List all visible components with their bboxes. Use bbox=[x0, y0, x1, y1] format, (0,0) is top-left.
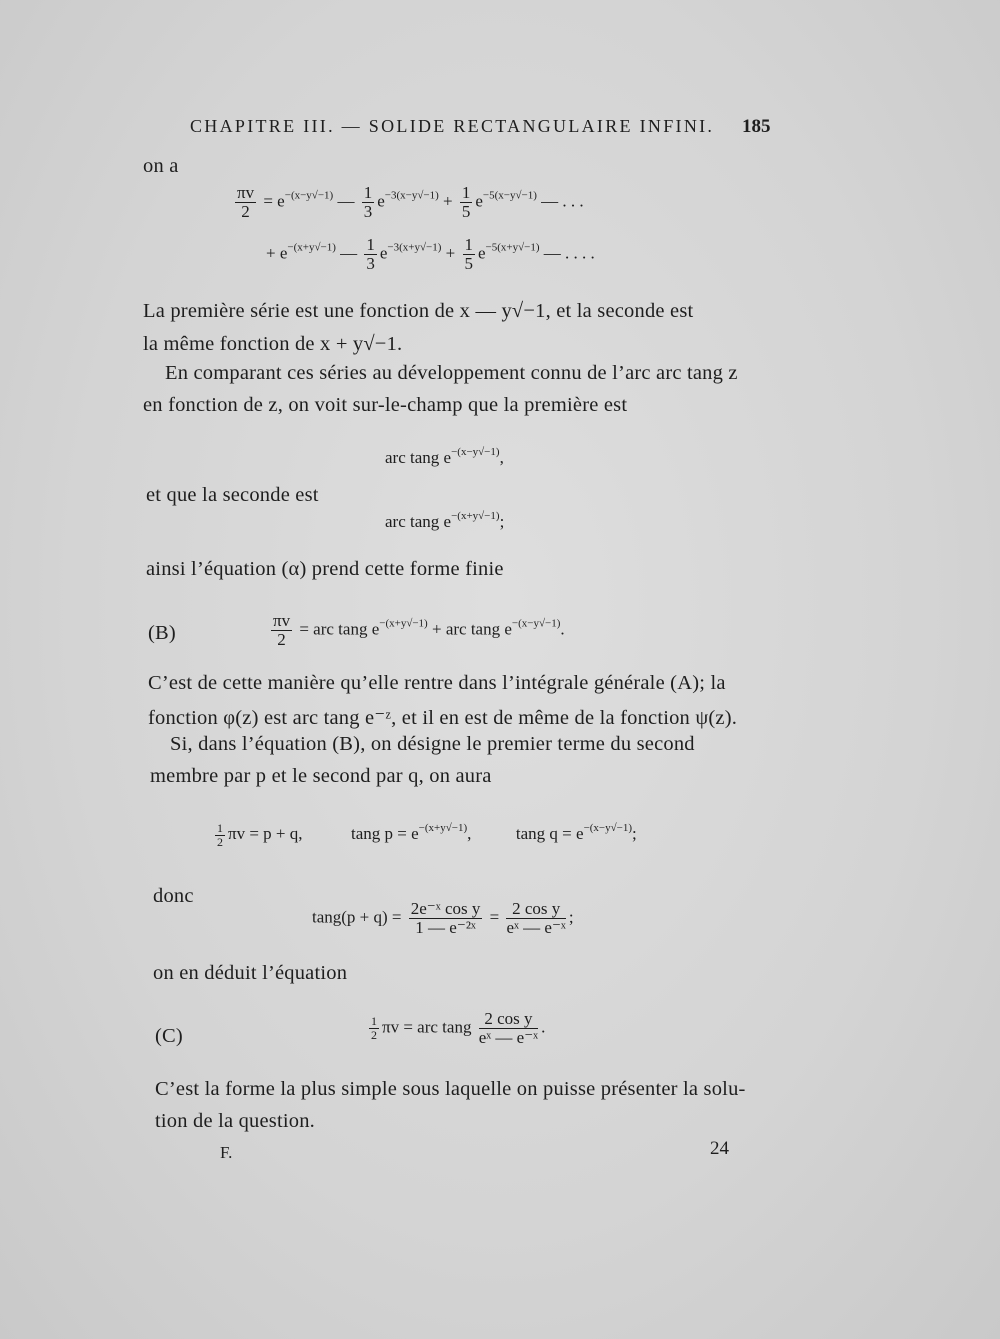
series-equation-line-2: + $e^{-(x+y√-1)}$ — $\frac{1}{3}$ $e^{-3(x+y√-1)}$ + $\frac{1}{5}$ $e^{-5(x+y√-1)}$ — . . . . bbox=[266, 235, 595, 273]
equation-p-q: $\frac{1}{2}$ πv = p + q, tang $p = e^{-(x+y√-1)}$, tang $q = e^{-(x-y√-1)}$; bbox=[217, 821, 637, 849]
text-on-en-deduit: on en déduit l’équation bbox=[153, 962, 348, 984]
arc-tang-second-series: arc tang $e^{-(x+y√-1)}$; bbox=[385, 510, 505, 531]
running-header: CHAPITRE III. — SOLIDE RECTANGULAIRE INFINI. bbox=[190, 116, 715, 136]
paragraph-1-line-2: la même fonction de x + y√−1. bbox=[143, 333, 403, 355]
paragraph-3-line-2: fonction φ(z) est arc tang e⁻ᶻ, et il en est de même de la fonction ψ(z). bbox=[148, 707, 738, 729]
text-on-a: on a bbox=[143, 155, 179, 177]
paragraph-4-line-2: membre par p et le second par q, on aura bbox=[150, 765, 492, 787]
paragraph-2-line-2: en fonction de z, on voit sur-le-champ que la première est bbox=[143, 394, 628, 416]
text-et-que: et que la seconde est bbox=[146, 484, 319, 506]
text-donc: donc bbox=[153, 885, 194, 907]
paragraph-1-line-1: La première série est une fonction de x — y√−1, et la seconde est bbox=[143, 300, 694, 322]
equation-label-b: (B) bbox=[148, 622, 176, 644]
equation-c: $\frac{1}{2}$ πv = arc tang $\frac{\text{2 cos y}}{\text{eˣ — e⁻ˣ}}$ . bbox=[371, 1009, 546, 1047]
paragraph-5-line-2: tion de la question. bbox=[155, 1110, 316, 1132]
page-number: 185 bbox=[742, 116, 771, 137]
text-ainsi: ainsi l’équation (α) prend cette forme finie bbox=[146, 558, 504, 580]
fraction-pi-v-over-2: $\frac{\pi v}{2}$ bbox=[237, 183, 255, 221]
paragraph-5-line-1: C’est la forme la plus simple sous laquelle on puisse présenter la solu- bbox=[155, 1078, 746, 1100]
paragraph-4-line-1: Si, dans l’équation (B), on désigne le premier terme du second bbox=[170, 733, 695, 755]
series-equation-line-1: $\frac{\pi v}{2}$ = $e^{-(x-y√-1)}$ — $\frac{1}{3}$ $e^{-3(x-y√-1)}$ + $\frac{1}{5}$ $e^{-5(x-y√-1)}$ — . . . bbox=[237, 183, 584, 221]
sheet-number: 24 bbox=[710, 1138, 729, 1159]
paragraph-2-line-1: En comparant ces séries au développement connu de l’arc arc tang z bbox=[165, 362, 738, 384]
equation-label-c: (C) bbox=[155, 1025, 183, 1047]
printer-signature-mark: F. bbox=[220, 1143, 233, 1162]
paragraph-3-line-1: C’est de cette manière qu’elle rentre dans l’intégrale générale (A); la bbox=[148, 672, 726, 694]
equation-tang-p-plus-q: tang(p + q) = $\frac{\text{2e⁻ˣ cos y}}{\text{1 — e⁻²ˣ}}$ = $\frac{\text{2 cos y}}{\text{eˣ — e⁻ˣ}}$ ; bbox=[312, 899, 574, 937]
equation-b: $\frac{\pi v}{2}$ = arc tang $e^{-(x+y√-1)}$ + arc tang $e^{-(x-y√-1)}$. bbox=[273, 611, 565, 649]
arc-tang-first-series: arc tang $e^{-(x-y√-1)}$, bbox=[385, 446, 504, 467]
